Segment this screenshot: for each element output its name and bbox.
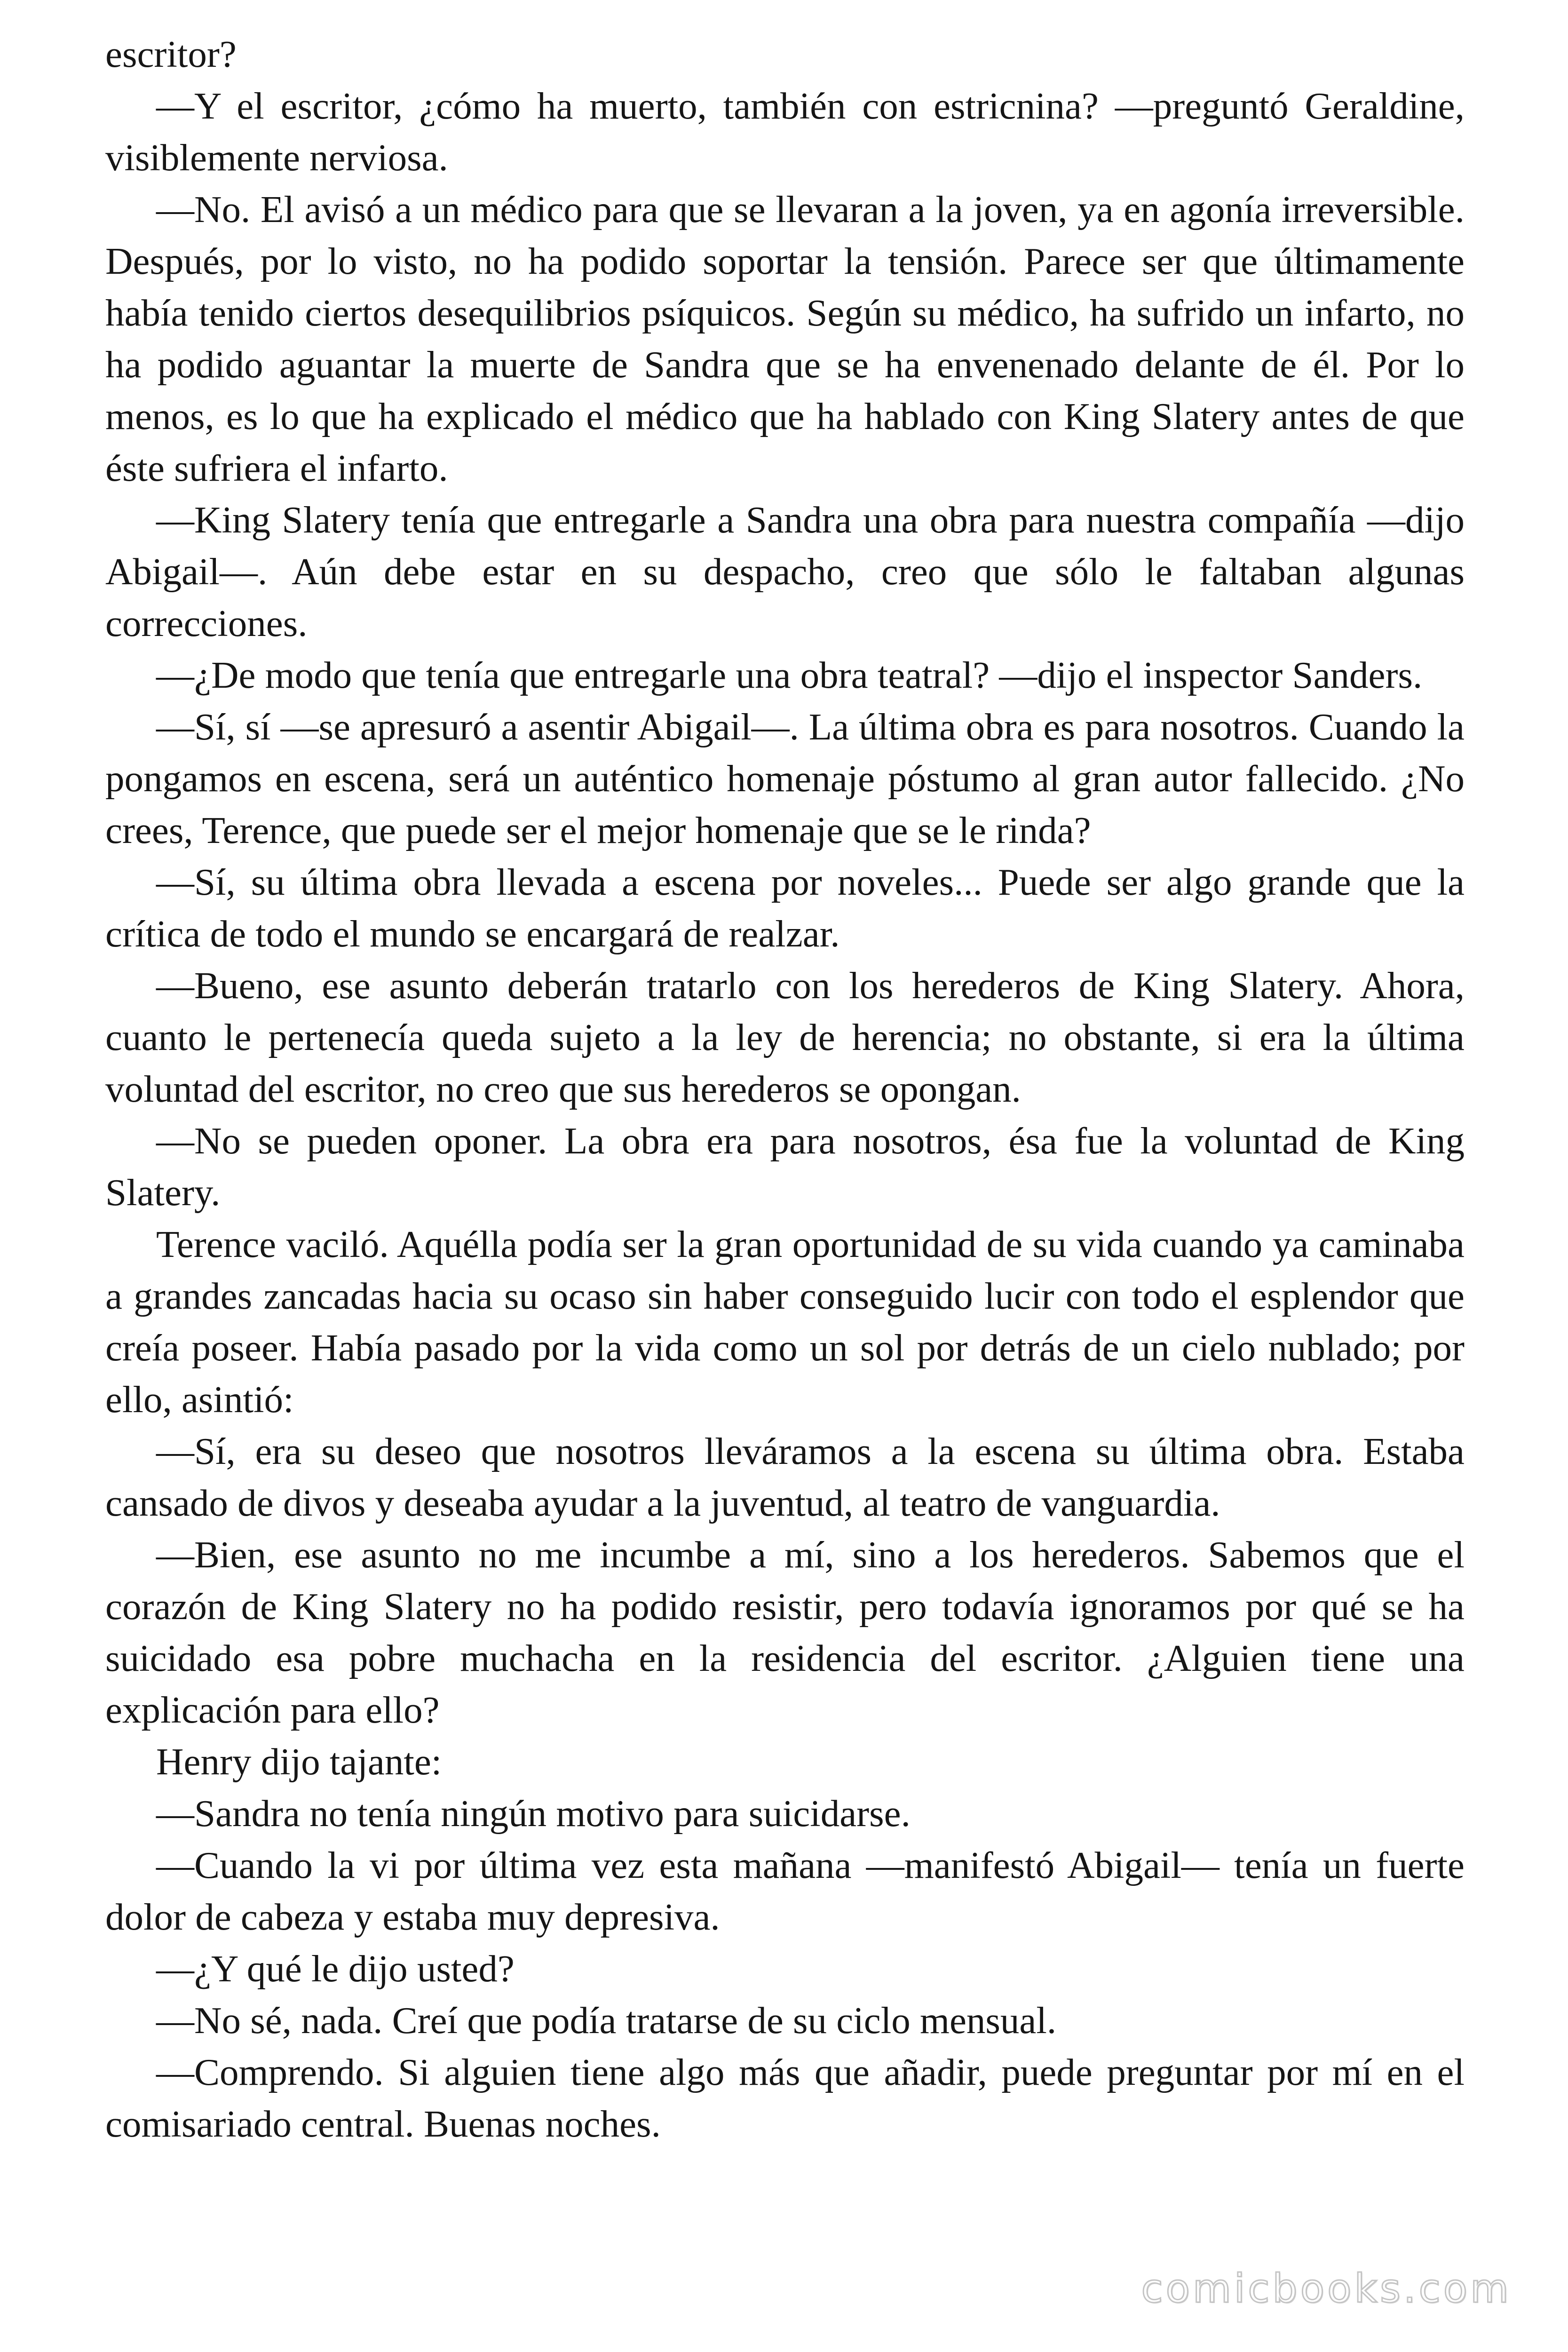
paragraph: —No. El avisó a un médico para que se llevaran a la joven, ya en agonía irreversible. Después, por lo visto, no ha podido soportar la tensión. Parece ser que últimamente había tenido ciertos desequilibrios psíquicos. Según su médico, ha sufrido un infarto, no ha podido aguantar la muerte de Sandra que se ha envenenado delante de él. Por lo menos, es lo que ha explicado el médico que ha hablado con King Slatery antes de que éste sufriera el infarto. <box>105 188 1465 489</box>
paragraph: —King Slatery tenía que entregarle a Sandra una obra para nuestra compañía —dijo Abigail—. Aún debe estar en su despacho, creo que sólo le faltaban algunas correcciones. <box>105 499 1465 644</box>
paragraph: Terence vaciló. Aquélla podía ser la gran oportunidad de su vida cuando ya caminaba a grandes zancadas hacia su ocaso sin haber conseguido lucir con todo el esplendor que creía poseer. Había pasado por la vida como un sol por detrás de un cielo nublado; por ello, asintió: <box>105 1223 1465 1421</box>
paragraph: —Sí, su última obra llevada a escena por noveles... Puede ser algo grande que la crítica de todo el mundo se encargará de realzar. <box>105 861 1465 955</box>
paragraph: —Y el escritor, ¿cómo ha muerto, también con estricnina? —preguntó Geraldine, visiblemente nerviosa. <box>105 85 1465 179</box>
paragraph: —Cuando la vi por última vez esta mañana —manifestó Abigail— tenía un fuerte dolor de cabeza y estaba muy depresiva. <box>105 1844 1465 1938</box>
book-page-text <box>105 28 1465 2150</box>
paragraph: —Sí, era su deseo que nosotros lleváramos a la escena su última obra. Estaba cansado de divos y deseaba ayudar a la juventud, al teatro de vanguardia. <box>105 1430 1465 1524</box>
paragraph: —Sandra no tenía ningún motivo para suicidarse. <box>156 1792 911 1835</box>
paragraph: —No se pueden oponer. La obra era para nosotros, ésa fue la voluntad de King Slatery. <box>105 1120 1465 1214</box>
paragraph: —Bien, ese asunto no me incumbe a mí, sino a los herederos. Sabemos que el corazón de King Slatery no ha podido resistir, pero todavía ignoramos por qué se ha suicidado esa pobre muchacha en la residencia del escritor. ¿Alguien tiene una explicación para ello? <box>105 1534 1465 1731</box>
watermark-logo: comicbooks.com <box>1141 2265 1512 2312</box>
paragraph: —No sé, nada. Creí que podía tratarse de su ciclo mensual. <box>156 1999 1057 2042</box>
paragraph-continued: escritor? <box>105 33 237 75</box>
paragraph: —Bueno, ese asunto deberán tratarlo con los herederos de King Slatery. Ahora, cuanto le pertenecía queda sujeto a la ley de herencia; no obstante, si era la última voluntad del escritor, no creo que sus herederos se opongan. <box>105 964 1465 1110</box>
paragraph: Henry dijo tajante: <box>156 1740 442 1783</box>
paragraph: —Sí, sí —se apresuró a asentir Abigail—. La última obra es para nosotros. Cuando la pongamos en escena, será un auténtico homenaje póstumo al gran autor fallecido. ¿No crees, Terence, que puede ser el mejor homenaje que se le rinda? <box>105 706 1465 851</box>
paragraph: —Comprendo. Si alguien tiene algo más que añadir, puede preguntar por mí en el comisariado central. Buenas noches. <box>105 2051 1465 2145</box>
paragraph: —¿De modo que tenía que entregarle una obra teatral? —dijo el inspector Sanders. <box>156 654 1423 696</box>
paragraph: —¿Y qué le dijo usted? <box>156 1947 515 1990</box>
